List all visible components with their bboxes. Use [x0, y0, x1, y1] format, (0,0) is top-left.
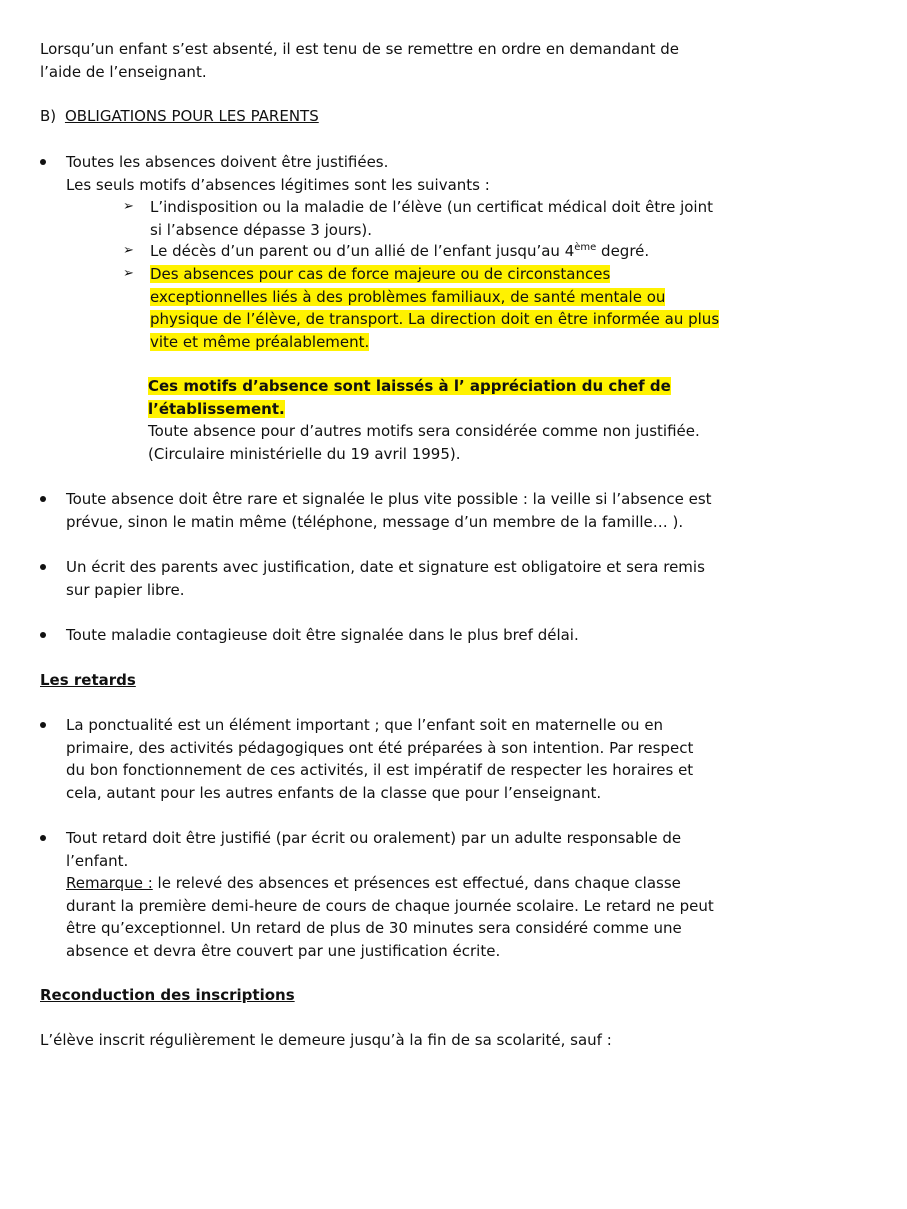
- bullet3-line-2: sur papier libre.: [66, 580, 185, 599]
- reason-force-line-1: Des absences pour cas de force majeure ou de circonstances: [150, 265, 611, 283]
- section-b-heading: [40, 105, 740, 128]
- late-line-3: le relevé des absences et présences est effectué, dans chaque classe: [152, 874, 681, 892]
- appreciation-note: [148, 375, 748, 465]
- reconduction-heading: [40, 984, 740, 1007]
- bullet-dot-icon: [40, 159, 46, 165]
- bullet1-line-1: Toutes les absences doivent être justifiées.: [66, 153, 389, 171]
- reason-force-line-2: exceptionnelles liés à des problèmes familiaux, de santé mentale ou: [150, 287, 666, 306]
- bullet-dot-icon: [40, 496, 46, 502]
- reason-death-superscript: ème: [574, 242, 597, 253]
- reason-death-text: Le décès d’un parent ou d’un allié de l’enfant jusqu’au 4: [150, 242, 575, 260]
- reason-text: [150, 240, 740, 263]
- reason-force-line-4: vite et même préalablement.: [150, 332, 370, 351]
- remark-label: Remarque :: [66, 874, 153, 892]
- intro-paragraph: [40, 38, 740, 83]
- unjustified-note-line-1: Toute absence pour d’autres motifs sera considérée comme non justifiée.: [148, 422, 700, 440]
- arrow-bullet-icon: ➢: [123, 243, 134, 258]
- appreciation-note-line-1: Ces motifs d’absence sont laissés à l’ appréciation du chef de: [148, 377, 671, 395]
- bullet2-line-2: prévue, sinon le matin même (téléphone, message d’un membre de la famille… ).: [66, 512, 684, 531]
- unjustified-note-line-2: (Circulaire ministérielle du 19 avril 1995).: [148, 444, 461, 463]
- reason-death-suffix: degré.: [596, 242, 650, 260]
- reconduction-title: Reconduction des inscriptions: [40, 986, 295, 1004]
- bullet2-line-1: Toute absence doit être rare et signalée le plus vite possible : la veille si l’absence est: [66, 490, 712, 508]
- bullet-dot-icon: [40, 722, 46, 728]
- punctuality-line-2: primaire, des activités pédagogiques ont été préparées à son intention. Par respect: [66, 738, 694, 757]
- retards-heading: [40, 669, 740, 692]
- reason-illness-line-1: L’indisposition ou la maladie de l’élève (un certificat médical doit être joint: [150, 198, 713, 216]
- late-line-2: l’enfant.: [66, 851, 129, 870]
- reconduction-text: L’élève inscrit régulièrement le demeure jusqu’à la fin de sa scolarité, sauf :: [40, 1031, 612, 1049]
- section-b-label: B): [40, 107, 57, 125]
- late-line-4: durant la première demi-heure de cours de chaque journée scolaire. Le retard ne peut: [66, 896, 714, 915]
- late-line-6: absence et devra être couvert par une justification écrite.: [66, 941, 501, 960]
- bullet-text: [66, 714, 736, 804]
- bullet-text: [66, 624, 736, 647]
- bullet-text: [66, 556, 736, 601]
- retards-title: Les retards: [40, 671, 136, 689]
- reason-text: [150, 196, 740, 241]
- bullet3-line-1: Un écrit des parents avec justification, date et signature est obligatoire et sera remis: [66, 558, 705, 576]
- punctuality-line-1: La ponctualité est un élément important ; que l’enfant soit en maternelle ou en: [66, 716, 664, 734]
- bullet-dot-icon: [40, 632, 46, 638]
- intro-line-1: Lorsqu’un enfant s’est absenté, il est tenu de se remettre en ordre en demandant de: [40, 40, 680, 58]
- reason-force-line-3: physique de l’élève, de transport. La direction doit en être informée au plus: [150, 310, 720, 328]
- intro-line-2: l’aide de l’enseignant.: [40, 62, 207, 81]
- bullet1-line-2: Les seuls motifs d’absences légitimes sont les suivants :: [66, 175, 490, 194]
- punctuality-line-4: cela, autant pour les autres enfants de la classe que pour l’enseignant.: [66, 783, 602, 802]
- reason-text: [150, 263, 740, 353]
- arrow-bullet-icon: ➢: [123, 199, 134, 214]
- reason-illness-line-2: si l’absence dépasse 3 jours).: [150, 220, 373, 239]
- section-b-title: OBLIGATIONS POUR LES PARENTS: [64, 107, 319, 125]
- reconduction-paragraph: [40, 1029, 740, 1052]
- late-line-1: Tout retard doit être justifié (par écrit ou oralement) par un adulte responsable de: [66, 829, 682, 847]
- arrow-bullet-icon: ➢: [123, 266, 134, 281]
- bullet-dot-icon: [40, 835, 46, 841]
- bullet-text: [66, 488, 736, 533]
- bullet-text: [66, 827, 736, 962]
- punctuality-line-3: du bon fonctionnement de ces activités, il est impératif de respecter les horaires et: [66, 761, 694, 779]
- bullet-text: [66, 151, 736, 196]
- bullet4-line-1: Toute maladie contagieuse doit être signalée dans le plus bref délai.: [66, 626, 579, 644]
- bullet-dot-icon: [40, 564, 46, 570]
- late-line-5: être qu’exceptionnel. Un retard de plus de 30 minutes sera considéré comme une: [66, 919, 682, 937]
- appreciation-note-line-2: l’établissement.: [148, 399, 285, 418]
